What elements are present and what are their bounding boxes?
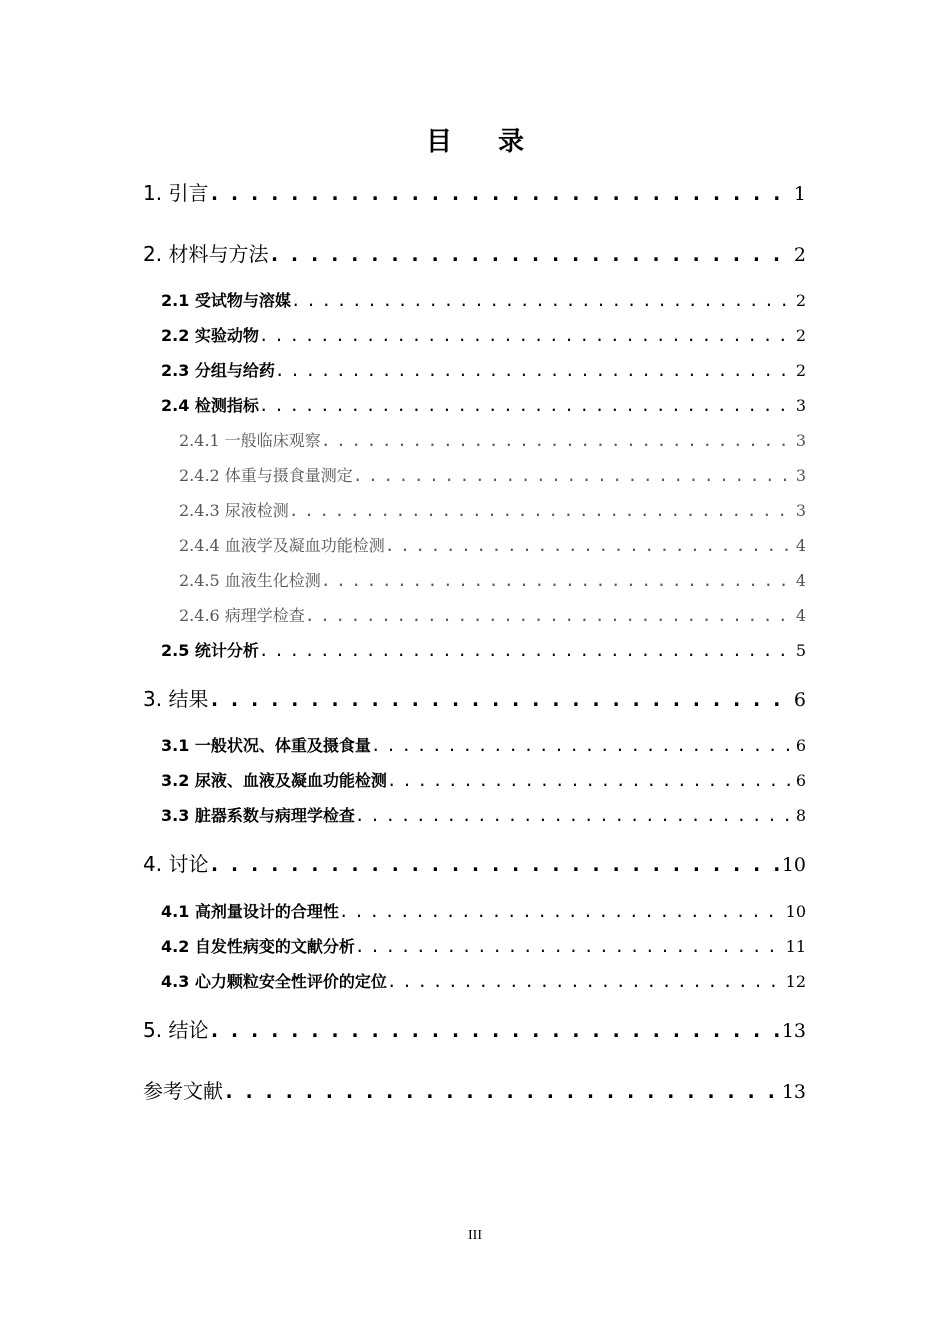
toc-entry-3-3[interactable] [161,803,806,829]
page-number-footer: III [468,1228,482,1243]
dot-leader [385,533,794,559]
toc-entry-discussion[interactable] [143,849,806,879]
toc-entry-label: 3. 结果 [143,687,209,711]
toc-title [0,120,950,164]
toc-entry-page: 4 [795,536,806,555]
toc-entry-label: 4.1 高剂量设计的合理性 [161,902,339,921]
toc-entry-3-2[interactable] [161,768,806,794]
toc-entry-4-1[interactable] [161,899,806,925]
toc-entry-2-5[interactable] [161,638,806,664]
dot-leader [268,239,791,269]
toc-entry-label: 2.1 受试物与溶媒 [161,291,291,310]
dot-leader [259,323,794,349]
toc-entry-page: 13 [781,1081,806,1103]
dot-leader [259,393,794,419]
toc-entry-2-4-4[interactable] [179,533,806,559]
dot-leader [321,568,794,594]
toc-entry-page: 6 [795,771,806,790]
toc-entry-references[interactable] [143,1076,806,1106]
toc-entry-page: 13 [781,1020,806,1042]
toc-entry-page: 11 [785,937,806,956]
toc-entry-2-4-5[interactable] [179,568,806,594]
toc-entry-page: 3 [795,396,806,415]
toc-entry-label: 3.3 脏器系数与病理学检查 [161,806,355,825]
toc-entry-2-4-2[interactable] [179,463,806,489]
toc-entry-page: 4 [795,606,806,625]
dot-leader [339,899,784,925]
dot-leader [223,1076,780,1106]
toc-entry-page: 2 [793,244,806,266]
toc-entry-label: 4.2 自发性病变的文献分析 [161,937,355,956]
toc-entry-materials-methods[interactable] [143,239,806,269]
toc-entry-label: 2.2 实验动物 [161,326,259,345]
toc-entry-4-3[interactable] [161,969,806,995]
toc-entry-label: 2.4.1 一般临床观察 [179,431,321,450]
toc-title-char-2: 录 [498,127,525,157]
toc-entry-page: 2 [795,361,806,380]
dot-leader [371,733,794,759]
toc-entry-label: 2.4 检测指标 [161,396,259,415]
dot-leader [353,463,794,489]
dot-leader [208,684,791,714]
toc-entry-page: 6 [795,736,806,755]
toc-entry-2-2[interactable] [161,323,806,349]
toc-entry-2-3[interactable] [161,358,806,384]
toc-entry-page: 4 [795,571,806,590]
toc-entry-label: 4. 讨论 [143,852,209,876]
toc-entry-page: 8 [795,806,806,825]
toc-entry-introduction[interactable] [143,178,806,208]
toc-entry-label: 3.1 一般状况、体重及摄食量 [161,736,371,755]
toc-entry-page: 1 [793,183,806,205]
toc-entry-2-4[interactable] [161,393,806,419]
dot-leader [321,428,794,454]
dot-leader [291,288,794,314]
toc-entry-label: 2.4.5 血液生化检测 [179,571,321,590]
toc-entry-page: 2 [795,326,806,345]
dot-leader [289,498,794,524]
toc-entry-label: 2.4.3 尿液检测 [179,501,289,520]
toc-entry-2-4-3[interactable] [179,498,806,524]
toc-entry-label: 2.4.2 体重与摄食量测定 [179,466,353,485]
dot-leader [208,1015,779,1045]
toc-entry-3-1[interactable] [161,733,806,759]
toc-entry-label: 2.4.4 血液学及凝血功能检测 [179,536,385,555]
toc-entry-label: 4.3 心力颗粒安全性评价的定位 [161,972,387,991]
dot-leader [387,768,794,794]
toc-entry-page: 10 [781,854,806,876]
toc-entry-2-1[interactable] [161,288,806,314]
toc-title-char-1: 目 [425,127,452,157]
toc-entry-2-4-6[interactable] [179,603,806,629]
toc-entry-label: 2. 材料与方法 [143,242,269,266]
toc-entry-page: 5 [795,641,806,660]
toc-entry-label: 2.4.6 病理学检查 [179,606,305,625]
toc-entry-label: 2.3 分组与给药 [161,361,275,380]
dot-leader [208,849,779,879]
toc-entry-label: 3.2 尿液、血液及凝血功能检测 [161,771,387,790]
toc-entry-page: 3 [795,431,806,450]
dot-leader [387,969,784,995]
dot-leader [355,803,794,829]
toc-entry-label: 5. 结论 [143,1018,209,1042]
toc-entry-page: 12 [785,972,806,991]
dot-leader [259,638,794,664]
toc-entry-label: 1. 引言 [143,181,209,205]
toc-entry-results[interactable] [143,684,806,714]
toc-entry-label: 参考文献 [143,1079,223,1103]
toc-entry-conclusion[interactable] [143,1015,806,1045]
dot-leader [305,603,794,629]
toc-entry-4-2[interactable] [161,934,806,960]
dot-leader [275,358,794,384]
toc-entry-page: 10 [785,902,806,921]
dot-leader [355,934,784,960]
toc-entry-page: 3 [795,501,806,520]
toc-entry-label: 2.5 统计分析 [161,641,259,660]
toc-entry-page: 6 [793,689,806,711]
toc-entry-page: 2 [795,291,806,310]
dot-leader [208,178,791,208]
toc-entry-2-4-1[interactable] [179,428,806,454]
toc-entry-page: 3 [795,466,806,485]
